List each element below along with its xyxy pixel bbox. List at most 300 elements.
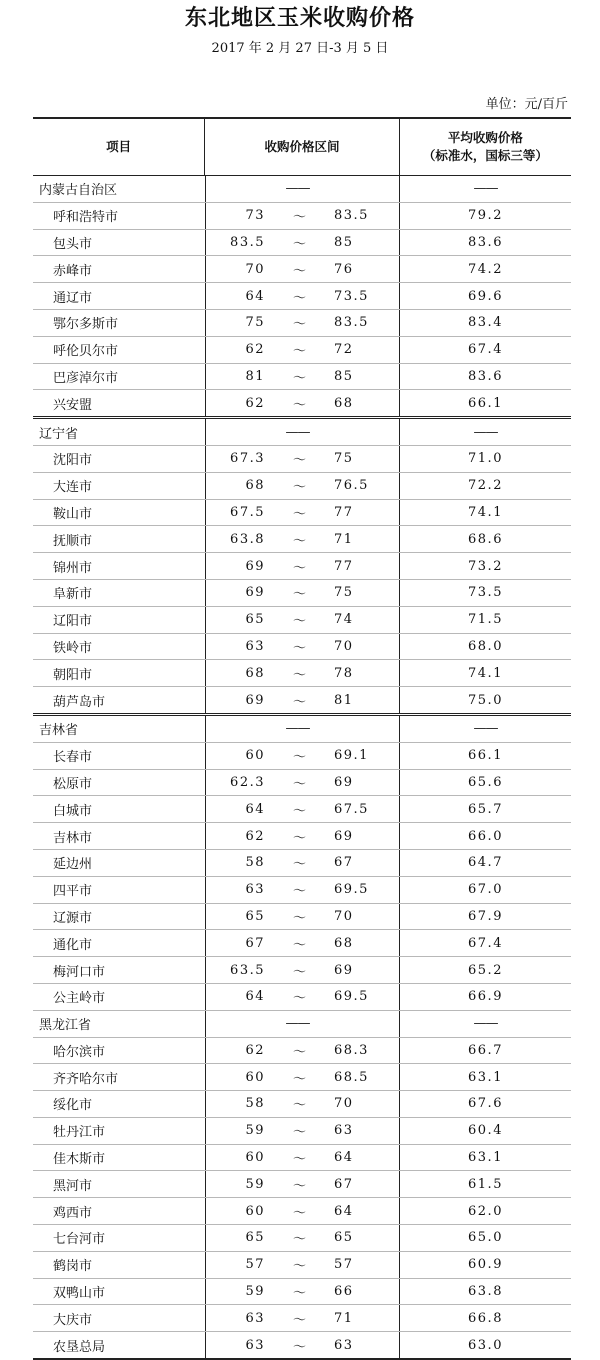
dash-text: —— [473, 1016, 498, 1032]
city-name: 四平市 [53, 884, 93, 900]
avg-value: 66.1 [468, 395, 503, 411]
city-name: 绥化市 [53, 1098, 93, 1114]
table-row [33, 230, 571, 257]
range-high: 64 [334, 1150, 354, 1166]
table-row [33, 1118, 571, 1145]
avg-value: 65.2 [468, 962, 503, 978]
range-high: 76 [334, 261, 354, 277]
table-row [33, 660, 571, 687]
city-name: 通辽市 [53, 290, 93, 306]
range-low: 81 [245, 368, 265, 384]
table-row [33, 984, 571, 1011]
dash-text: —— [285, 721, 310, 737]
avg-value: 71.0 [468, 451, 503, 467]
city-name: 松原市 [53, 776, 93, 792]
price-range [205, 687, 399, 713]
price-range [205, 1145, 399, 1171]
range-high: 70 [334, 638, 354, 654]
range-high: 85 [334, 234, 354, 250]
city-name: 巴彦淖尔市 [53, 370, 119, 386]
avg-value: 66.8 [468, 1310, 503, 1326]
city-name: 农垦总局 [53, 1339, 106, 1355]
avg-price [399, 526, 571, 552]
table-row [33, 1305, 571, 1332]
dash-text: —— [285, 424, 310, 440]
date-range: 2017 年 2 月 27 日-3 月 5 日 [211, 41, 389, 56]
range-separator: ～ [293, 533, 307, 549]
range-separator: ～ [293, 397, 307, 413]
range-separator: ～ [293, 803, 307, 819]
price-range [205, 850, 399, 876]
avg-price [399, 823, 571, 849]
price-range [205, 310, 399, 336]
price-range [205, 904, 399, 930]
table-row [33, 634, 571, 661]
avg-price [399, 1198, 571, 1224]
price-range [205, 230, 399, 256]
table-row [33, 607, 571, 634]
table-row [33, 283, 571, 310]
range-separator: ～ [293, 236, 307, 252]
price-range [205, 1038, 399, 1064]
avg-value: 73.5 [468, 585, 503, 601]
range-low: 65 [245, 908, 265, 924]
table-row [33, 473, 571, 500]
range-high: 68.5 [334, 1069, 369, 1085]
range-high: 64 [334, 1203, 354, 1219]
city-name: 佳木斯市 [53, 1152, 106, 1168]
avg-value: 71.5 [468, 612, 503, 628]
range-low: 62.3 [230, 774, 265, 790]
range-separator: ～ [293, 317, 307, 333]
avg-price [399, 364, 571, 390]
avg-price [399, 660, 571, 686]
range-high: 70 [334, 908, 354, 924]
range-separator: ～ [293, 1125, 307, 1141]
range-separator: ～ [293, 884, 307, 900]
city-name: 黑河市 [53, 1178, 93, 1194]
range-separator: ～ [293, 1178, 307, 1194]
range-high: 69.5 [334, 989, 369, 1005]
table-row [33, 500, 571, 527]
table-header [33, 119, 571, 176]
dash-text: —— [473, 181, 498, 197]
range-separator: ～ [293, 910, 307, 926]
table-row [33, 904, 571, 931]
price-range [205, 1118, 399, 1144]
avg-value: 66.0 [468, 828, 503, 844]
range-low: 69 [245, 692, 265, 708]
range-high: 76.5 [334, 478, 369, 494]
range-low: 60 [245, 748, 265, 764]
city-name: 阜新市 [53, 587, 93, 603]
avg-value: 69.6 [468, 288, 503, 304]
price-range [205, 473, 399, 499]
table-row [33, 310, 571, 337]
range-low: 63 [245, 1310, 265, 1326]
avg-value: 62.0 [468, 1203, 503, 1219]
avg-dash [399, 1011, 571, 1037]
range-high: 63 [334, 1123, 354, 1139]
range-low: 69 [245, 585, 265, 601]
avg-price [399, 310, 571, 336]
avg-value: 67.6 [468, 1096, 503, 1112]
avg-value: 65.7 [468, 801, 503, 817]
table-row [33, 1225, 571, 1252]
region-row [33, 419, 571, 446]
range-high: 67.5 [334, 801, 369, 817]
city-name: 辽阳市 [53, 614, 93, 630]
price-range [205, 203, 399, 229]
range-high: 69 [334, 828, 354, 844]
table-row [33, 1171, 571, 1198]
region-name: 辽宁省 [39, 426, 79, 442]
range-high: 67 [334, 855, 354, 871]
range-separator: ～ [293, 370, 307, 386]
avg-value: 68.0 [468, 638, 503, 654]
city-name: 牡丹江市 [53, 1125, 106, 1141]
range-separator: ～ [293, 453, 307, 469]
page-title: 东北地区玉米收购价格 [184, 6, 415, 31]
avg-value: 68.6 [468, 531, 503, 547]
avg-price [399, 1332, 571, 1358]
range-high: 69.5 [334, 882, 369, 898]
range-high: 83.5 [334, 315, 369, 331]
avg-price [399, 770, 571, 796]
avg-dash [399, 176, 571, 202]
table-row [33, 1145, 571, 1172]
header-avg [399, 119, 571, 175]
avg-price [399, 1279, 571, 1305]
range-separator: ～ [293, 1152, 307, 1168]
range-high: 67 [334, 1176, 354, 1192]
table-row [33, 770, 571, 797]
table-row [33, 1279, 571, 1306]
range-separator: ～ [293, 937, 307, 953]
range-low: 60 [245, 1203, 265, 1219]
avg-price [399, 607, 571, 633]
city-name: 大庆市 [53, 1312, 93, 1328]
avg-value: 63.8 [468, 1284, 503, 1300]
range-low: 70 [245, 261, 265, 277]
city-name: 铁岭市 [53, 640, 93, 656]
city-name: 白城市 [53, 803, 93, 819]
range-high: 74 [334, 612, 354, 628]
city-name: 大连市 [53, 480, 93, 496]
range-separator: ～ [293, 614, 307, 630]
table-row [33, 687, 571, 716]
range-separator: ～ [293, 1071, 307, 1087]
price-range [205, 634, 399, 660]
city-name: 吉林市 [53, 830, 93, 846]
range-separator: ～ [293, 1339, 307, 1355]
city-name: 辽源市 [53, 910, 93, 926]
range-dash [205, 419, 399, 445]
range-separator: ～ [293, 480, 307, 496]
avg-price [399, 904, 571, 930]
range-separator: ～ [293, 1205, 307, 1221]
range-separator: ～ [293, 750, 307, 766]
range-high: 63 [334, 1337, 354, 1353]
avg-value: 74.2 [468, 261, 503, 277]
price-range [205, 660, 399, 686]
unit-label: 单位：元/百斤 [485, 97, 568, 112]
range-low: 75 [245, 315, 265, 331]
price-range [205, 877, 399, 903]
avg-price [399, 1171, 571, 1197]
range-separator: ～ [293, 290, 307, 306]
range-separator: ～ [293, 776, 307, 792]
range-low: 62 [245, 1042, 265, 1058]
range-high: 75 [334, 585, 354, 601]
avg-dash [399, 419, 571, 445]
avg-value: 60.9 [468, 1257, 503, 1273]
price-range [205, 823, 399, 849]
price-range [205, 337, 399, 363]
city-name: 延边州 [53, 857, 93, 873]
table-row [33, 203, 571, 230]
range-high: 68 [334, 935, 354, 951]
avg-price [399, 390, 571, 416]
avg-price [399, 984, 571, 1010]
table-row [33, 1252, 571, 1279]
avg-value: 66.9 [468, 989, 503, 1005]
avg-price [399, 230, 571, 256]
avg-value: 74.1 [468, 665, 503, 681]
price-range [205, 743, 399, 769]
range-separator: ～ [293, 1312, 307, 1328]
table-row [33, 1332, 571, 1358]
city-name: 赤峰市 [53, 263, 93, 279]
city-name: 公主岭市 [53, 991, 106, 1007]
avg-value: 74.1 [468, 504, 503, 520]
range-low: 59 [245, 1123, 265, 1139]
city-name: 齐齐哈尔市 [53, 1071, 119, 1087]
table-row [33, 1064, 571, 1091]
avg-value: 72.2 [468, 478, 503, 494]
price-range [205, 1305, 399, 1331]
range-low: 60 [245, 1150, 265, 1166]
city-name: 长春市 [53, 750, 93, 766]
table-row [33, 823, 571, 850]
city-name: 鸡西市 [53, 1205, 93, 1221]
avg-value: 61.5 [468, 1176, 503, 1192]
price-range [205, 607, 399, 633]
range-low: 69 [245, 558, 265, 574]
price-range [205, 770, 399, 796]
range-high: 68.3 [334, 1042, 369, 1058]
dash-text: —— [285, 181, 310, 197]
avg-price [399, 957, 571, 983]
range-separator: ～ [293, 1044, 307, 1060]
city-name: 锦州市 [53, 560, 93, 576]
range-low: 64 [245, 801, 265, 817]
city-name: 鞍山市 [53, 506, 93, 522]
price-range [205, 283, 399, 309]
price-range [205, 1171, 399, 1197]
avg-price [399, 1305, 571, 1331]
price-range [205, 500, 399, 526]
range-low: 58 [245, 855, 265, 871]
avg-value: 63.0 [468, 1337, 503, 1353]
range-separator: ～ [293, 587, 307, 603]
range-high: 75 [334, 451, 354, 467]
avg-value: 67.9 [468, 908, 503, 924]
avg-price [399, 337, 571, 363]
range-high: 68 [334, 395, 354, 411]
range-high: 70 [334, 1096, 354, 1112]
table-row [33, 743, 571, 770]
range-low: 57 [245, 1257, 265, 1273]
price-range [205, 930, 399, 956]
table-row [33, 580, 571, 607]
avg-price [399, 687, 571, 713]
avg-price [399, 553, 571, 579]
range-high: 77 [334, 504, 354, 520]
avg-value: 63.1 [468, 1069, 503, 1085]
range-separator: ～ [293, 991, 307, 1007]
dash-text: —— [473, 424, 498, 440]
region-name: 黑龙江省 [39, 1018, 92, 1034]
city-name: 鹤岗市 [53, 1259, 93, 1275]
price-range [205, 984, 399, 1010]
range-low: 65 [245, 612, 265, 628]
avg-value: 63.1 [468, 1150, 503, 1166]
city-name: 包头市 [53, 236, 93, 252]
range-separator: ～ [293, 694, 307, 710]
range-separator: ～ [293, 263, 307, 279]
range-low: 67 [245, 935, 265, 951]
range-high: 78 [334, 665, 354, 681]
price-range [205, 364, 399, 390]
avg-price [399, 473, 571, 499]
header-avg-line2: （标准水，国标三等） [422, 148, 548, 163]
table-row [33, 526, 571, 553]
range-low: 67.5 [230, 504, 265, 520]
range-high: 71 [334, 531, 354, 547]
range-low: 59 [245, 1284, 265, 1300]
avg-value: 83.4 [468, 315, 503, 331]
range-separator: ～ [293, 830, 307, 846]
table-row [33, 850, 571, 877]
range-separator: ～ [293, 1286, 307, 1302]
header-range: 收购价格区间 [204, 119, 398, 175]
range-low: 83.5 [230, 234, 265, 250]
range-separator: ～ [293, 667, 307, 683]
avg-price [399, 1038, 571, 1064]
table-row [33, 337, 571, 364]
avg-price [399, 283, 571, 309]
price-range [205, 1279, 399, 1305]
table-row [33, 1091, 571, 1118]
avg-price [399, 1064, 571, 1090]
range-separator: ～ [293, 210, 307, 226]
range-low: 63 [245, 882, 265, 898]
avg-price [399, 256, 571, 282]
table-row [33, 1198, 571, 1225]
range-high: 85 [334, 368, 354, 384]
city-name: 沈阳市 [53, 453, 93, 469]
avg-price [399, 446, 571, 472]
avg-value: 66.7 [468, 1042, 503, 1058]
range-low: 65 [245, 1230, 265, 1246]
price-range [205, 1091, 399, 1117]
table-row [33, 1038, 571, 1065]
avg-price [399, 1118, 571, 1144]
header-avg-line1: 平均收购价格 [447, 130, 523, 145]
city-name: 七台河市 [53, 1232, 106, 1248]
avg-value: 79.2 [468, 208, 503, 224]
avg-price [399, 1145, 571, 1171]
avg-value: 65.0 [468, 1230, 503, 1246]
range-separator: ～ [293, 1259, 307, 1275]
range-separator: ～ [293, 857, 307, 873]
avg-price [399, 203, 571, 229]
region-row [33, 176, 571, 203]
city-name: 呼伦贝尔市 [53, 344, 119, 360]
city-name: 鄂尔多斯市 [53, 317, 119, 333]
range-low: 68 [245, 665, 265, 681]
range-separator: ～ [293, 506, 307, 522]
avg-price [399, 850, 571, 876]
range-low: 63.8 [230, 531, 265, 547]
price-table [33, 117, 571, 1360]
range-high: 69 [334, 774, 354, 790]
range-high: 69 [334, 962, 354, 978]
price-range [205, 1332, 399, 1358]
avg-price [399, 580, 571, 606]
range-dash [205, 176, 399, 202]
avg-price [399, 796, 571, 822]
city-name: 双鸭山市 [53, 1286, 106, 1302]
range-low: 64 [245, 288, 265, 304]
avg-dash [399, 716, 571, 742]
region-name: 吉林省 [39, 723, 79, 739]
region-row [33, 716, 571, 743]
region-name: 内蒙古自治区 [39, 183, 118, 199]
range-low: 58 [245, 1096, 265, 1112]
range-low: 62 [245, 395, 265, 411]
table-row [33, 957, 571, 984]
range-separator: ～ [293, 1232, 307, 1248]
range-low: 62 [245, 828, 265, 844]
range-low: 60 [245, 1069, 265, 1085]
avg-price [399, 1091, 571, 1117]
table-body [33, 176, 571, 1358]
range-high: 71 [334, 1310, 354, 1326]
range-high: 57 [334, 1257, 354, 1273]
city-name: 哈尔滨市 [53, 1044, 106, 1060]
city-name: 葫芦岛市 [53, 694, 106, 710]
range-high: 77 [334, 558, 354, 574]
range-high: 81 [334, 692, 354, 708]
table-row [33, 796, 571, 823]
price-range [205, 1252, 399, 1278]
avg-value: 64.7 [468, 855, 503, 871]
dash-text: —— [285, 1016, 310, 1032]
avg-value: 73.2 [468, 558, 503, 574]
range-separator: ～ [293, 560, 307, 576]
range-separator: ～ [293, 1098, 307, 1114]
price-range [205, 553, 399, 579]
range-low: 59 [245, 1176, 265, 1192]
city-name: 朝阳市 [53, 667, 93, 683]
table-row [33, 364, 571, 391]
range-low: 73 [245, 208, 265, 224]
avg-price [399, 500, 571, 526]
avg-price [399, 930, 571, 956]
table-row [33, 877, 571, 904]
